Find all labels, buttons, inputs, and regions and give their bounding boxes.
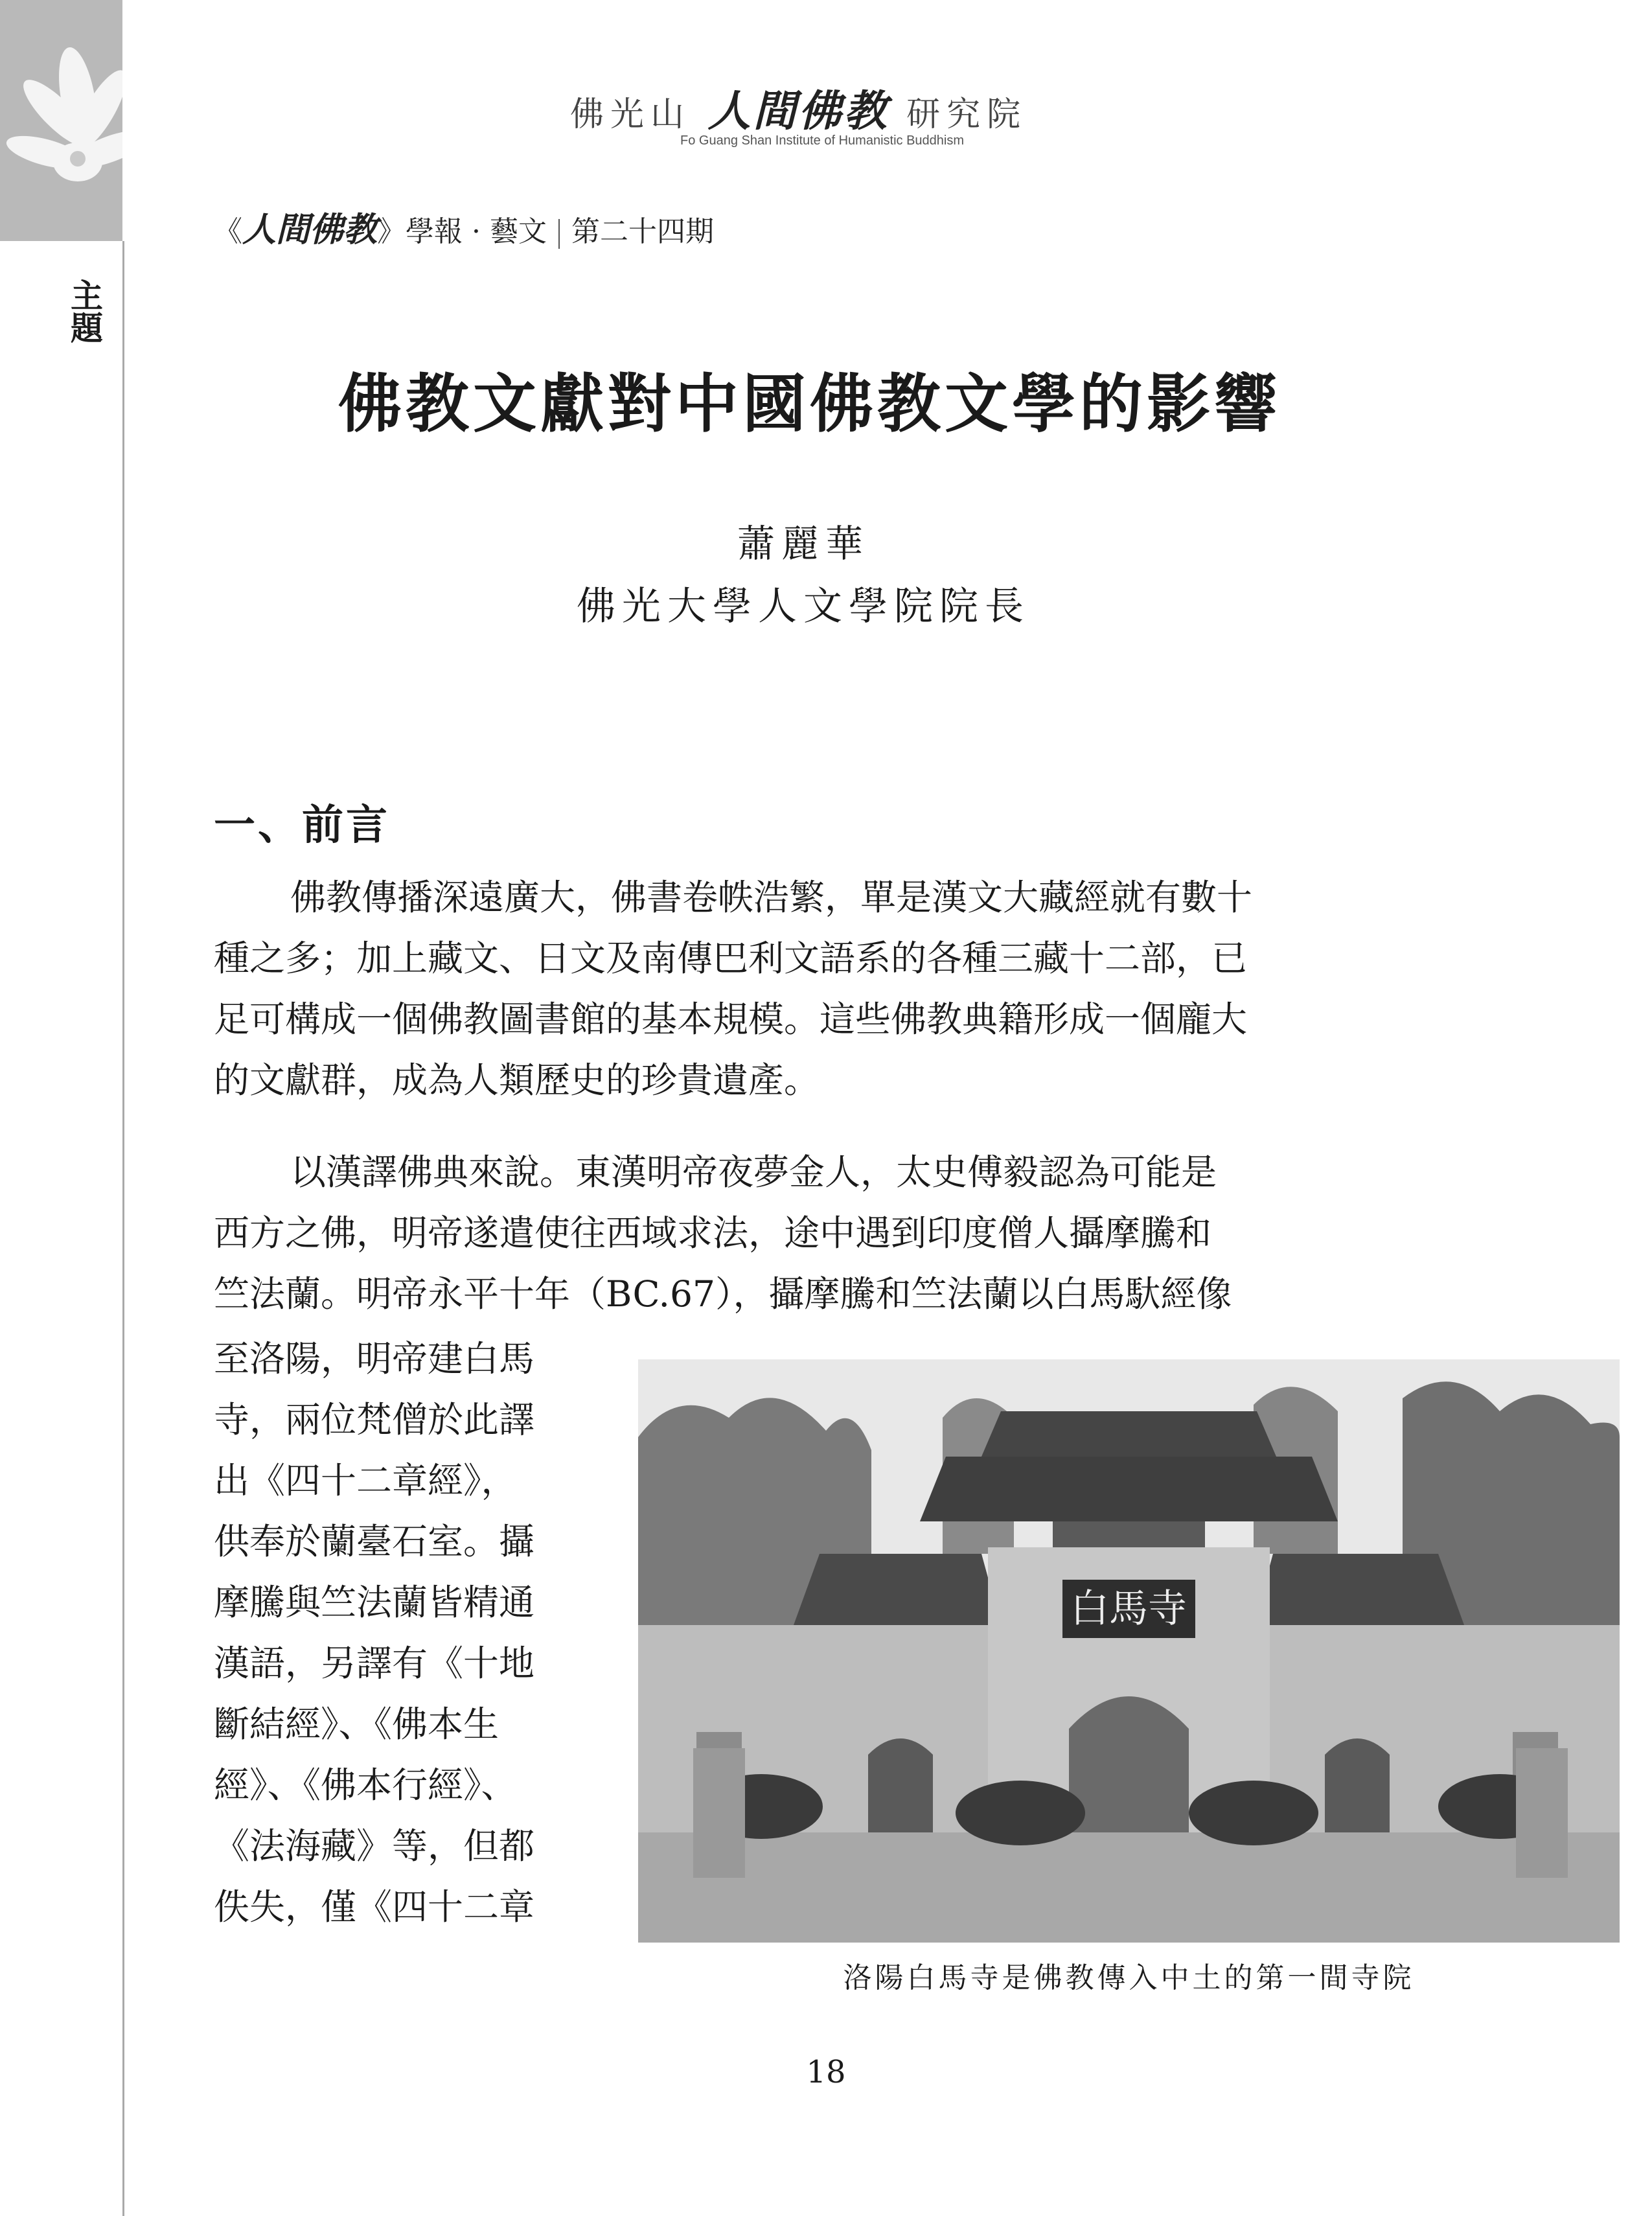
paragraph-line: 竺法蘭。明帝永平十年（BC.67），攝摩騰和竺法蘭以白馬馱經像 [214, 1273, 1232, 1315]
paragraph-line: 種之多；加上藏文、日文及南傳巴利文語系的各種三藏十二部，已 [214, 938, 1248, 979]
paragraph-2-wrapped [214, 1328, 602, 1937]
divider [558, 219, 560, 249]
signboard-text: 白馬寺 [1070, 1586, 1187, 1632]
paragraph-line: 的文獻群，成為人類歷史的珍貴遺產。 [214, 1059, 820, 1101]
journal-issue: 第二十四期 [571, 215, 714, 248]
paragraph-1 [214, 867, 1399, 1111]
journal-open: 《 [214, 215, 242, 248]
lotus-icon [0, 0, 122, 241]
paragraph-line: 摩騰與竺法蘭皆精通 [214, 1582, 535, 1623]
paragraph-line: 足可構成一個佛教圖書館的基本規模。這些佛教典籍形成一個龐大 [214, 998, 1248, 1040]
section-heading: 一、前言 [214, 801, 390, 849]
article-title: 佛教文獻對中國佛教文學的影響 [338, 367, 1281, 441]
lotus-decoration [0, 0, 122, 241]
paragraph-line: 供奉於蘭臺石室。攝 [214, 1521, 535, 1562]
paragraph-line: 斷結經》、《佛本生 [214, 1703, 499, 1745]
institute-header [570, 76, 1218, 138]
institute-suffix: 研究院 [906, 95, 1027, 134]
journal-running-head [214, 202, 714, 251]
paragraph-2 [214, 1142, 1399, 1324]
paragraph-line: 漢語，另譯有《十地 [214, 1643, 535, 1684]
paragraph-line: 經》、《佛本行經》、 [214, 1764, 517, 1806]
page-number: 18 [806, 2054, 846, 2090]
paragraph-line: 《法海藏》等，但都 [214, 1825, 535, 1867]
temple-photo [638, 1359, 1620, 1943]
paragraph-line: 出《四十二章經》， [214, 1460, 517, 1501]
institute-prefix: 佛光山 [570, 95, 691, 134]
figure-caption: 洛陽白馬寺是佛教傳入中土的第一間寺院 [843, 1961, 1415, 1994]
temple-gate-illustration [638, 1359, 1620, 1943]
paragraph-line: 佛教傳播深遠廣大，佛書卷帙浩繁，單是漢文大藏經就有數十 [290, 877, 1253, 918]
journal-name: 人間佛教 [242, 210, 378, 249]
institute-brand: 人間佛教 [707, 86, 889, 136]
section-tab: 主題 [65, 279, 104, 343]
paragraph-line: 以漢譯佛典來說。東漢明帝夜夢金人，太史傅毅認為可能是 [290, 1151, 1217, 1193]
paragraph-line: 寺，兩位梵僧於此譯 [214, 1399, 535, 1440]
paragraph-line: 佚失，僅《四十二章 [214, 1886, 535, 1928]
paragraph-line: 至洛陽，明帝建白馬 [214, 1338, 535, 1379]
paragraph-line: 西方之佛，明帝遂遣使往西域求法，途中遇到印度僧人攝摩騰和 [214, 1212, 1212, 1254]
author-affiliation: 佛光大學人文學院院長 [577, 584, 1030, 629]
journal-section: 》學報 · 藝文 [377, 215, 547, 248]
institute-english-name: Fo Guang Shan Institute of Humanistic Buddhism [680, 133, 965, 148]
author-name: 蕭麗華 [737, 522, 869, 566]
